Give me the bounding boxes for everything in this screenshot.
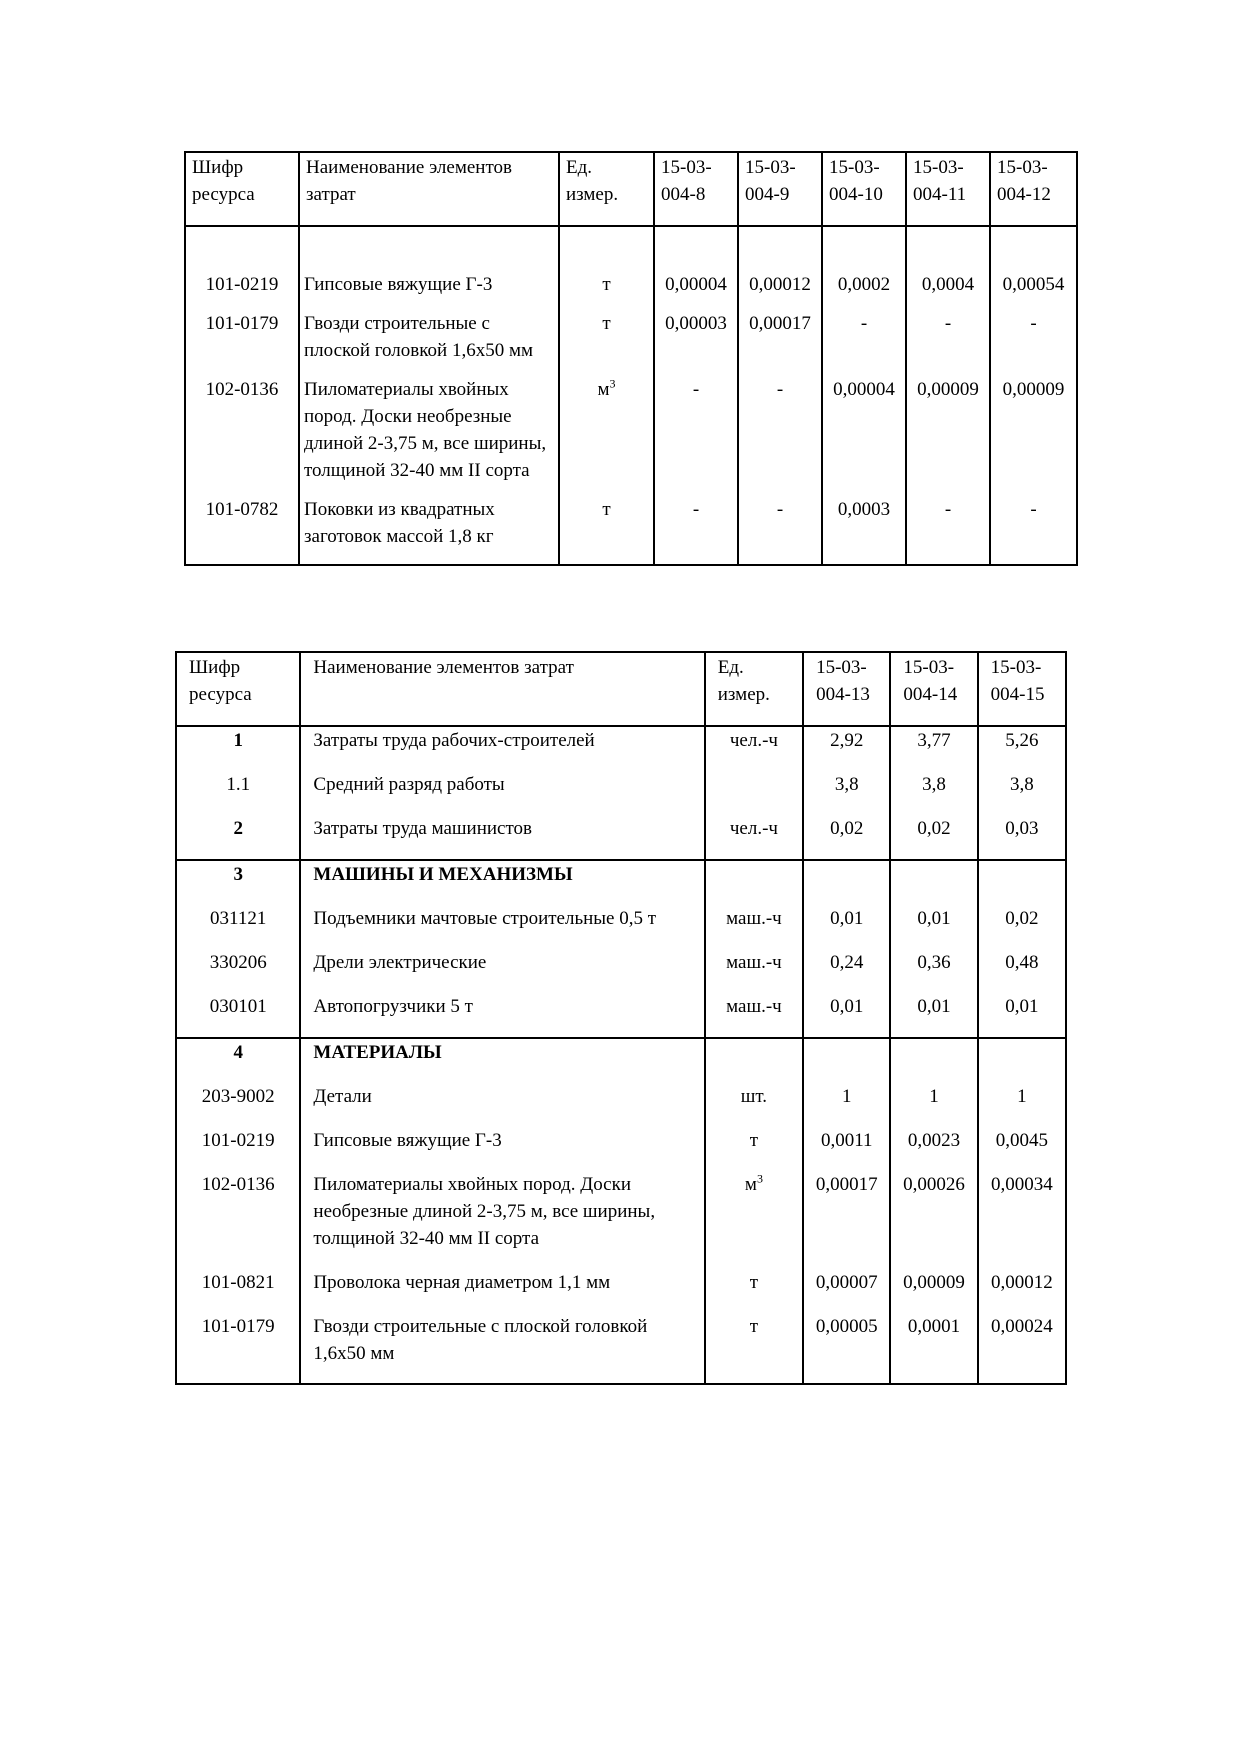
unit-cell: $м^3$ bbox=[705, 1171, 803, 1269]
value-cell: 0,00054 bbox=[990, 271, 1077, 310]
unit-cell: маш.-ч bbox=[705, 949, 803, 993]
value-cell: 0,03 bbox=[978, 815, 1066, 860]
column-header: Шифр ресурса bbox=[185, 152, 299, 226]
value-cell: 0,0045 bbox=[978, 1127, 1066, 1171]
table-row bbox=[185, 496, 1077, 565]
resource-name: Детали bbox=[300, 1083, 704, 1127]
value-cell bbox=[890, 860, 977, 905]
resource-name: Гипсовые вяжущие Г-3 bbox=[299, 271, 559, 310]
value-cell: 0,01 bbox=[803, 905, 890, 949]
resource-code: 030101 bbox=[176, 993, 300, 1038]
value-cell: 3,8 bbox=[803, 771, 890, 815]
value-cell: 0,01 bbox=[803, 993, 890, 1038]
column-header: Шифр ресурса bbox=[176, 652, 300, 726]
resource-name: Затраты труда машинистов bbox=[300, 815, 704, 860]
value-cell: - bbox=[654, 496, 738, 565]
value-cell bbox=[890, 1038, 977, 1083]
column-header: 15-03- 004-11 bbox=[906, 152, 990, 226]
value-cell: 0,00003 bbox=[654, 310, 738, 376]
table1-header bbox=[185, 152, 1077, 226]
value-cell: 0,0023 bbox=[890, 1127, 977, 1171]
value-cell: 0,36 bbox=[890, 949, 977, 993]
value-cell: 3,77 bbox=[890, 726, 977, 771]
unit-cell: маш.-ч bbox=[705, 993, 803, 1038]
resource-code: 101-0219 bbox=[185, 271, 299, 310]
value-cell: 0,0002 bbox=[822, 271, 906, 310]
value-cell: 0,00007 bbox=[803, 1269, 890, 1313]
resource-table-2 bbox=[175, 651, 1067, 1385]
resource-code: 4 bbox=[176, 1038, 300, 1083]
resource-name: Пиломатериалы хвойных пород. Доски необрезные длиной 2-3,75 м, все ширины, толщиной 32-40 мм II сорта bbox=[300, 1171, 704, 1269]
table2-header bbox=[176, 652, 1066, 726]
column-header: Ед. измер. bbox=[559, 152, 654, 226]
value-cell: 2,92 bbox=[803, 726, 890, 771]
resource-name: Подъемники мачтовые строительные 0,5 т bbox=[300, 905, 704, 949]
value-cell: - bbox=[738, 496, 822, 565]
value-cell: 3,8 bbox=[890, 771, 977, 815]
table-row bbox=[185, 376, 1077, 496]
column-header: 15-03- 004-13 bbox=[803, 652, 890, 726]
value-cell: 0,00017 bbox=[738, 310, 822, 376]
column-header: 15-03- 004-10 bbox=[822, 152, 906, 226]
table-row bbox=[176, 1269, 1066, 1313]
resource-code: 101-0782 bbox=[185, 496, 299, 565]
resource-name: Автопогрузчики 5 т bbox=[300, 993, 704, 1038]
value-cell: 0,00024 bbox=[978, 1313, 1066, 1384]
table1-body bbox=[185, 226, 1077, 565]
column-header: 15-03- 004-15 bbox=[978, 652, 1066, 726]
value-cell: 0,48 bbox=[978, 949, 1066, 993]
resource-name: Дрели электрические bbox=[300, 949, 704, 993]
resource-code: 101-0821 bbox=[176, 1269, 300, 1313]
value-cell: - bbox=[738, 376, 822, 496]
unit-cell: чел.-ч bbox=[705, 726, 803, 771]
value-cell bbox=[803, 860, 890, 905]
value-cell: 0,00034 bbox=[978, 1171, 1066, 1269]
value-cell: - bbox=[906, 310, 990, 376]
table-row bbox=[176, 905, 1066, 949]
value-cell: 0,02 bbox=[803, 815, 890, 860]
unit-cell: т bbox=[705, 1269, 803, 1313]
spacer-cell bbox=[738, 226, 822, 271]
table-row bbox=[176, 860, 1066, 905]
resource-name: Проволока черная диаметром 1,1 мм bbox=[300, 1269, 704, 1313]
unit-cell bbox=[705, 771, 803, 815]
value-cell: 0,00009 bbox=[890, 1269, 977, 1313]
column-header: 15-03- 004-12 bbox=[990, 152, 1077, 226]
value-cell: 0,00017 bbox=[803, 1171, 890, 1269]
unit-cell: чел.-ч bbox=[705, 815, 803, 860]
unit-cell: маш.-ч bbox=[705, 905, 803, 949]
resource-code: 031121 bbox=[176, 905, 300, 949]
resource-name: Средний разряд работы bbox=[300, 771, 704, 815]
resource-code: 203-9002 bbox=[176, 1083, 300, 1127]
table-row bbox=[176, 1083, 1066, 1127]
unit-cell: т bbox=[559, 310, 654, 376]
resource-code: 3 bbox=[176, 860, 300, 905]
value-cell: 0,00009 bbox=[990, 376, 1077, 496]
value-cell: 0,00009 bbox=[906, 376, 990, 496]
column-header: Наименование элементов затрат bbox=[299, 152, 559, 226]
spacer-cell bbox=[299, 226, 559, 271]
table2-body bbox=[176, 726, 1066, 1384]
spacer-cell bbox=[185, 226, 299, 271]
spacer-cell bbox=[906, 226, 990, 271]
unit-superscript: 3 bbox=[609, 376, 616, 391]
table-row bbox=[176, 815, 1066, 860]
resource-code: 101-0179 bbox=[185, 310, 299, 376]
resource-name: МАШИНЫ И МЕХАНИЗМЫ bbox=[300, 860, 704, 905]
value-cell bbox=[978, 860, 1066, 905]
value-cell: 0,24 bbox=[803, 949, 890, 993]
unit-cell: $м^3$ bbox=[559, 376, 654, 496]
value-cell: 1 bbox=[890, 1083, 977, 1127]
resource-name: МАТЕРИАЛЫ bbox=[300, 1038, 704, 1083]
value-cell: 1 bbox=[803, 1083, 890, 1127]
unit-cell: т bbox=[559, 496, 654, 565]
spacer-cell bbox=[654, 226, 738, 271]
unit-cell: т bbox=[559, 271, 654, 310]
value-cell: 0,01 bbox=[890, 993, 977, 1038]
value-cell: 0,00004 bbox=[654, 271, 738, 310]
resource-name: Гипсовые вяжущие Г-3 bbox=[300, 1127, 704, 1171]
table-row bbox=[176, 771, 1066, 815]
unit-cell: шт. bbox=[705, 1083, 803, 1127]
spacer-row bbox=[185, 226, 1077, 271]
value-cell: - bbox=[990, 496, 1077, 565]
value-cell: 0,00012 bbox=[978, 1269, 1066, 1313]
value-cell: - bbox=[990, 310, 1077, 376]
resource-code: 330206 bbox=[176, 949, 300, 993]
resource-name: Затраты труда рабочих-строителей bbox=[300, 726, 704, 771]
resource-table-1 bbox=[184, 151, 1078, 566]
table-row bbox=[176, 1127, 1066, 1171]
resource-name: Гвозди строительные с плоской головкой 1,6х50 мм bbox=[300, 1313, 704, 1384]
unit-cell: т bbox=[705, 1127, 803, 1171]
resource-code: 102-0136 bbox=[185, 376, 299, 496]
resource-code: 1.1 bbox=[176, 771, 300, 815]
value-cell: 1 bbox=[978, 1083, 1066, 1127]
spacer-cell bbox=[990, 226, 1077, 271]
value-cell: 0,00005 bbox=[803, 1313, 890, 1384]
value-cell: 0,0004 bbox=[906, 271, 990, 310]
value-cell: - bbox=[906, 496, 990, 565]
column-header: Ед. измер. bbox=[705, 652, 803, 726]
column-header: 15-03- 004-14 bbox=[890, 652, 977, 726]
table-row bbox=[176, 1171, 1066, 1269]
spacer-cell bbox=[559, 226, 654, 271]
value-cell: 0,0011 bbox=[803, 1127, 890, 1171]
spacer-cell bbox=[822, 226, 906, 271]
value-cell: - bbox=[822, 310, 906, 376]
resource-code: 101-0179 bbox=[176, 1313, 300, 1384]
value-cell: 0,0003 bbox=[822, 496, 906, 565]
value-cell: 0,01 bbox=[978, 993, 1066, 1038]
resource-name: Пиломатериалы хвойных пород. Доски необрезные длиной 2-3,75 м, все ширины, толщиной 32-40 мм II сорта bbox=[299, 376, 559, 496]
value-cell bbox=[803, 1038, 890, 1083]
value-cell: 3,8 bbox=[978, 771, 1066, 815]
column-header: 15-03- 004-9 bbox=[738, 152, 822, 226]
table-row bbox=[176, 949, 1066, 993]
table-row bbox=[176, 993, 1066, 1038]
unit-cell: т bbox=[705, 1313, 803, 1384]
table-row bbox=[176, 726, 1066, 771]
unit-superscript: 3 bbox=[756, 1171, 763, 1186]
value-cell: 0,0001 bbox=[890, 1313, 977, 1384]
column-header: Наименование элементов затрат bbox=[300, 652, 704, 726]
table-row bbox=[185, 271, 1077, 310]
column-header: 15-03- 004-8 bbox=[654, 152, 738, 226]
value-cell: 0,01 bbox=[890, 905, 977, 949]
table-row bbox=[185, 310, 1077, 376]
resource-code: 102-0136 bbox=[176, 1171, 300, 1269]
resource-name: Гвозди строительные с плоской головкой 1,6х50 мм bbox=[299, 310, 559, 376]
unit-cell bbox=[705, 860, 803, 905]
value-cell: 0,00026 bbox=[890, 1171, 977, 1269]
resource-name: Поковки из квадратных заготовок массой 1,8 кг bbox=[299, 496, 559, 565]
resource-code: 101-0219 bbox=[176, 1127, 300, 1171]
table-row bbox=[176, 1038, 1066, 1083]
resource-code: 2 bbox=[176, 815, 300, 860]
unit-cell bbox=[705, 1038, 803, 1083]
value-cell bbox=[978, 1038, 1066, 1083]
resource-code: 1 bbox=[176, 726, 300, 771]
value-cell: - bbox=[654, 376, 738, 496]
value-cell: 0,00004 bbox=[822, 376, 906, 496]
value-cell: 0,02 bbox=[890, 815, 977, 860]
value-cell: 5,26 bbox=[978, 726, 1066, 771]
value-cell: 0,00012 bbox=[738, 271, 822, 310]
table-row bbox=[176, 1313, 1066, 1384]
value-cell: 0,02 bbox=[978, 905, 1066, 949]
